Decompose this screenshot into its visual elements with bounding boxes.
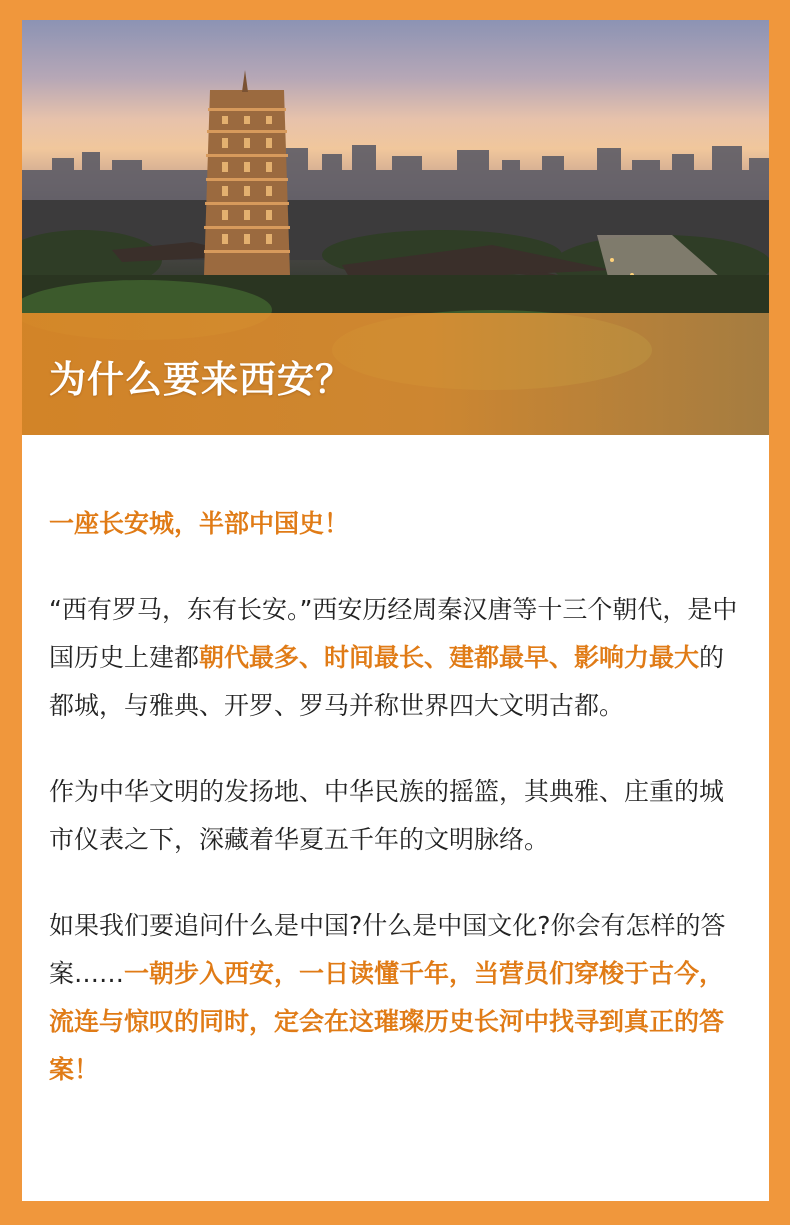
pagoda-icon [204,70,290,275]
article-body [49,500,739,1132]
hero-title: 为什么要来西安？ [49,358,353,401]
paragraph-1-tail: 的都城，与雅典、开罗、罗马并称世界四大文明古都。 [49,643,725,720]
paragraph-3-highlight: 一朝步入西安，一日读懂千年，当营员们穿梭于古今，流连与惊叹的同时，定会在这璀璨历史长河中找寻到真正的答案！ [49,959,725,1084]
lead-text: 一座长安城，半部中国史！ [49,509,350,538]
paragraph-1-highlight: 朝代最多、时间最长、建都最早、影响力最大 [199,643,700,672]
paragraph-3-text: 如果我们要追问什么是中国?什么是中国文化?你会有怎样的答案…… [49,911,726,988]
paragraph-1 [49,586,739,730]
paragraph-2: 作为中华文明的发扬地、中华民族的摇篮，其典雅、庄重的城市仪表之下，深藏着华夏五千年的文明脉络。 [49,777,725,854]
paragraph-1-text: “西有罗马，东有长安。”西安历经周秦汉唐等十三个朝代，是中国历史上建都 [49,595,738,672]
title-band [22,313,769,435]
paragraph-3 [49,902,739,1094]
article-card [22,20,769,1201]
hero-image [22,20,769,435]
